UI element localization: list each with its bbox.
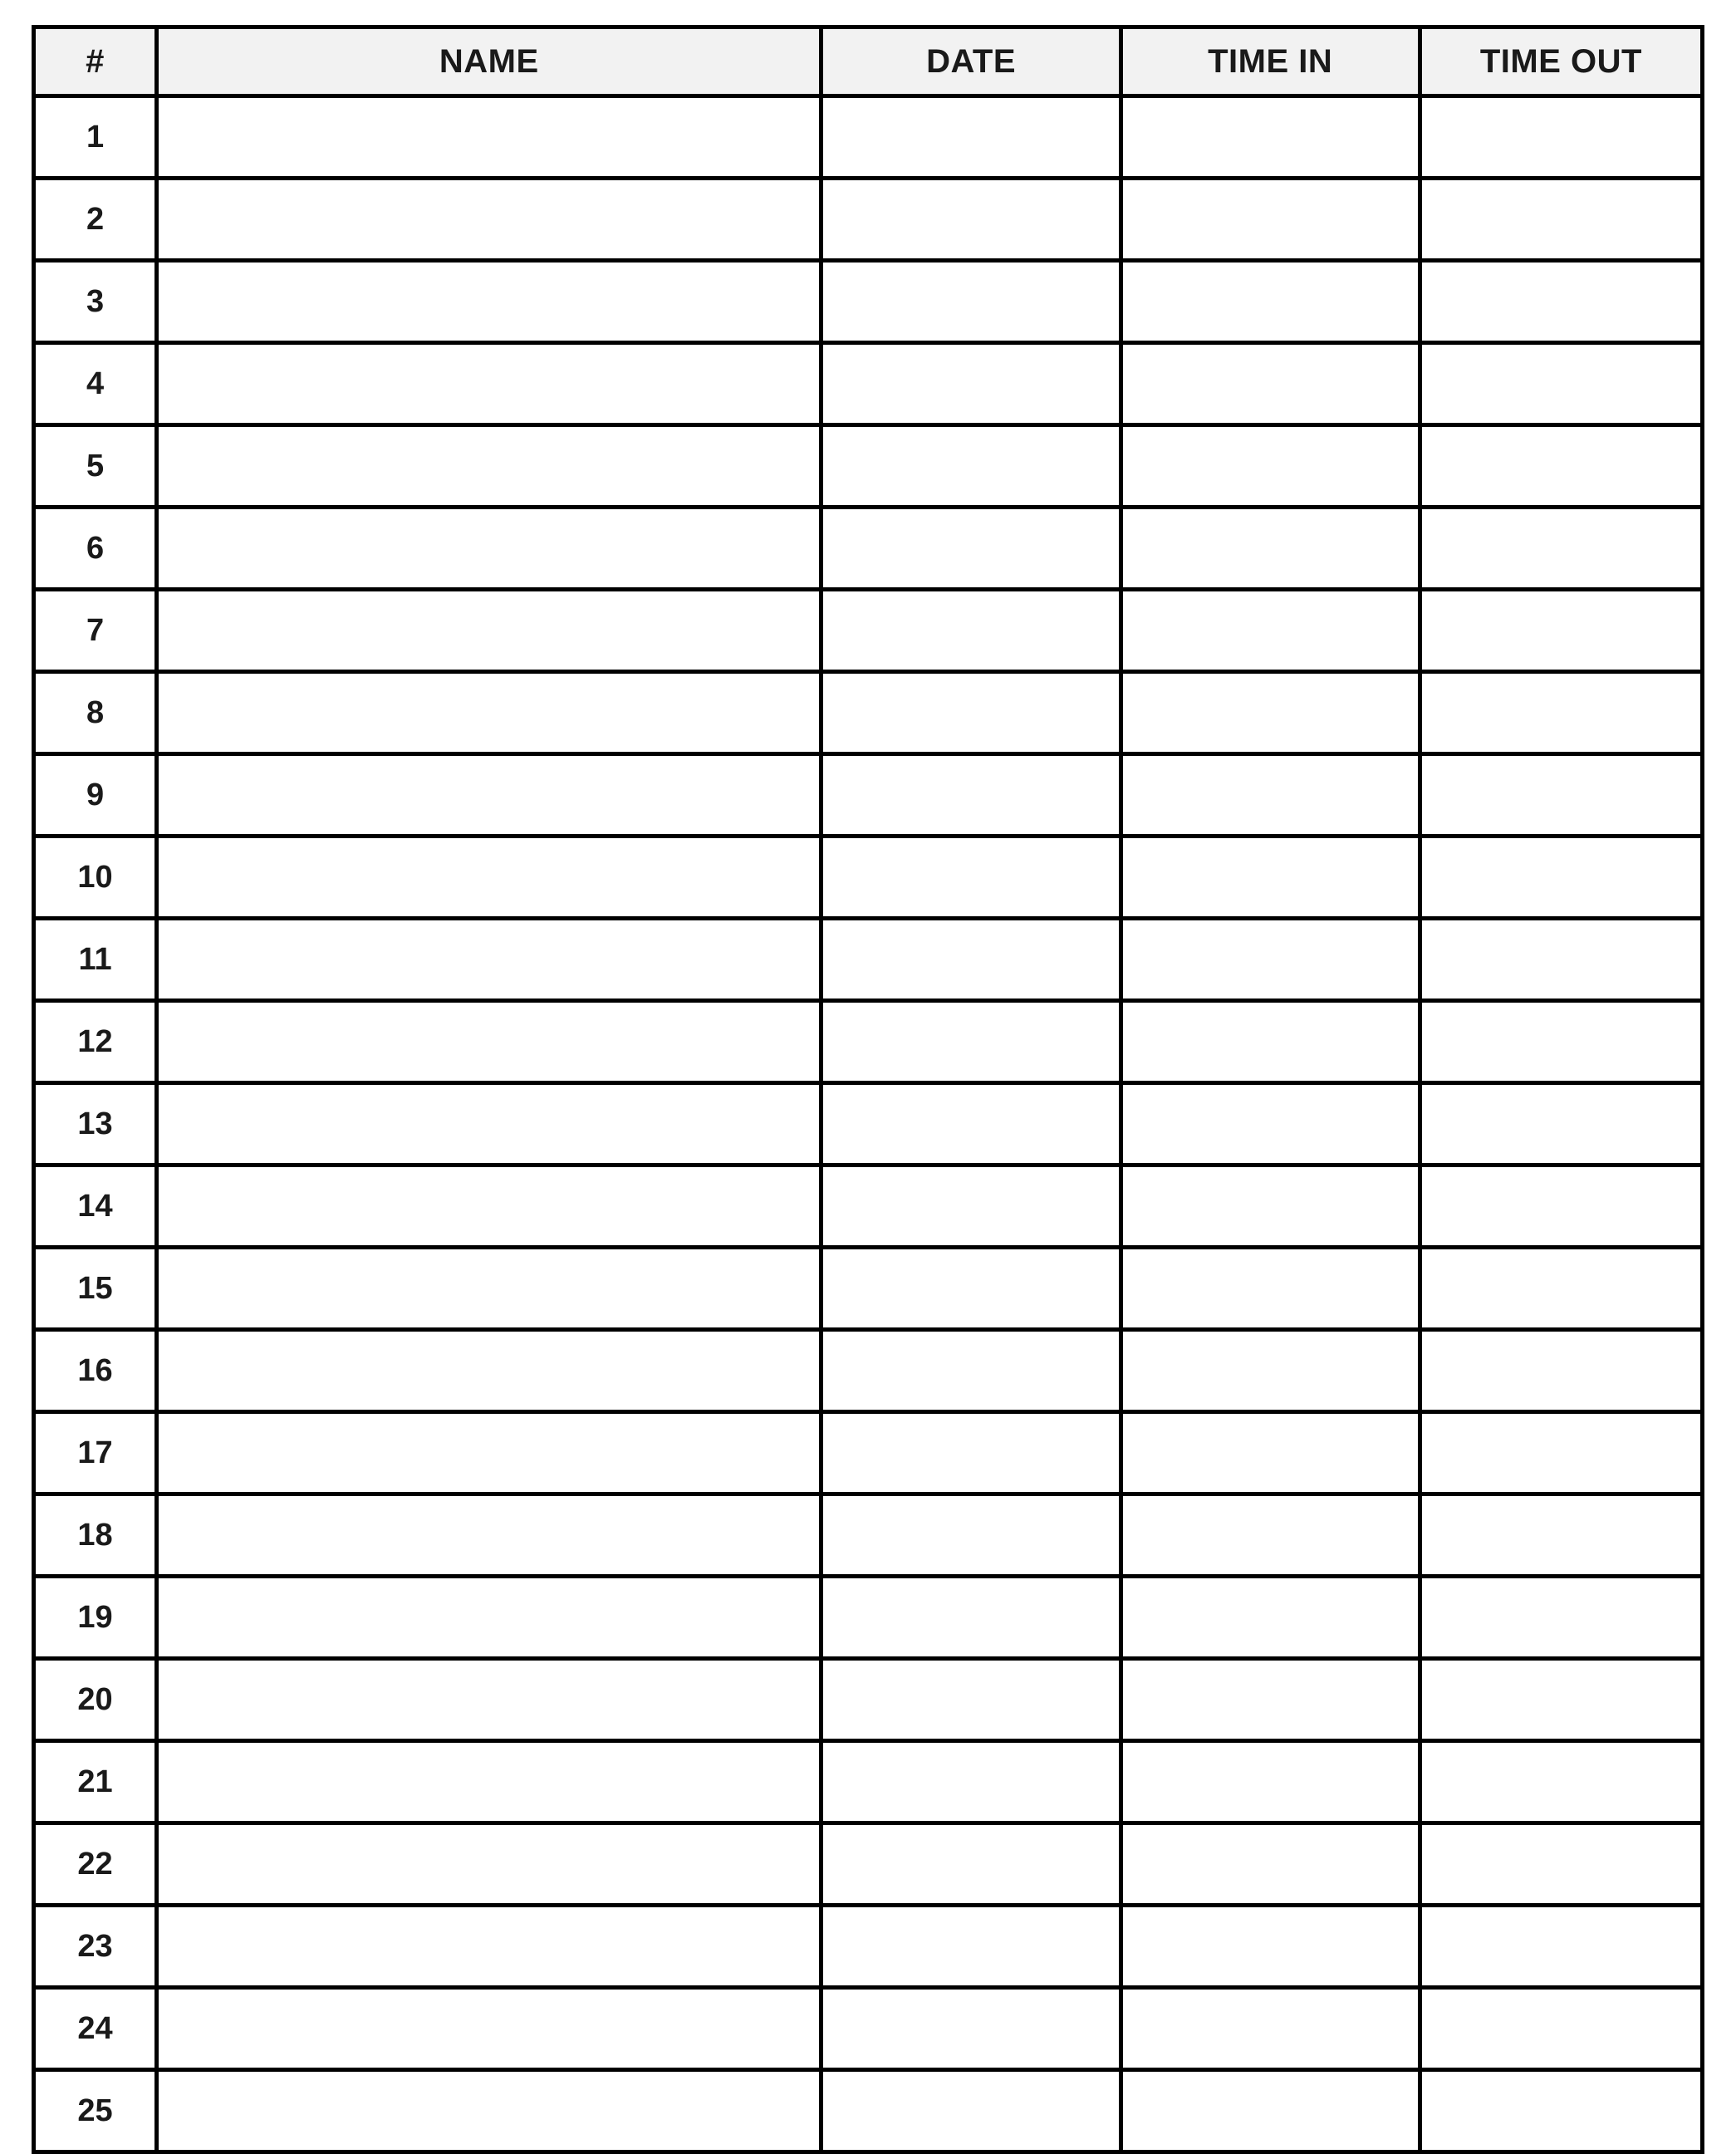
row-number: 7 [34, 590, 157, 672]
table-header-row [34, 27, 1703, 96]
time-in-cell[interactable] [1121, 1988, 1420, 2070]
time-out-cell[interactable] [1420, 590, 1702, 672]
date-cell[interactable] [821, 1248, 1121, 1330]
table-row [34, 1248, 1703, 1330]
name-cell[interactable] [157, 1741, 821, 1823]
row-number: 11 [34, 919, 157, 1001]
date-cell[interactable] [821, 590, 1121, 672]
name-cell[interactable] [157, 343, 821, 425]
table-row [34, 1577, 1703, 1659]
row-number: 13 [34, 1083, 157, 1165]
time-in-cell[interactable] [1121, 672, 1420, 754]
sign-in-table [32, 25, 1704, 2154]
time-in-cell[interactable] [1121, 837, 1420, 919]
date-cell[interactable] [821, 672, 1121, 754]
date-cell[interactable] [821, 179, 1121, 261]
time-out-cell[interactable] [1420, 754, 1702, 837]
row-number: 19 [34, 1577, 157, 1659]
time-in-cell[interactable] [1121, 919, 1420, 1001]
name-cell[interactable] [157, 1906, 821, 1988]
time-out-cell[interactable] [1420, 179, 1702, 261]
time-out-cell[interactable] [1420, 672, 1702, 754]
row-number: 2 [34, 179, 157, 261]
table-row [34, 1412, 1703, 1494]
name-cell[interactable] [157, 919, 821, 1001]
name-cell[interactable] [157, 96, 821, 179]
time-in-cell[interactable] [1121, 1248, 1420, 1330]
date-cell[interactable] [821, 1412, 1121, 1494]
date-cell[interactable] [821, 2070, 1121, 2152]
time-out-cell[interactable] [1420, 1412, 1702, 1494]
time-out-cell[interactable] [1420, 837, 1702, 919]
row-number: 14 [34, 1165, 157, 1248]
date-cell[interactable] [821, 1659, 1121, 1741]
time-in-cell[interactable] [1121, 1906, 1420, 1988]
name-cell[interactable] [157, 754, 821, 837]
time-out-cell[interactable] [1420, 1330, 1702, 1412]
name-cell[interactable] [157, 261, 821, 343]
time-out-cell[interactable] [1420, 1906, 1702, 1988]
time-in-cell[interactable] [1121, 96, 1420, 179]
time-out-cell[interactable] [1420, 1083, 1702, 1165]
date-cell[interactable] [821, 1165, 1121, 1248]
time-out-cell[interactable] [1420, 1659, 1702, 1741]
row-number: 4 [34, 343, 157, 425]
row-number: 16 [34, 1330, 157, 1412]
table-row [34, 590, 1703, 672]
date-cell[interactable] [821, 425, 1121, 508]
time-out-cell[interactable] [1420, 425, 1702, 508]
table-row [34, 1659, 1703, 1741]
row-number: 17 [34, 1412, 157, 1494]
table-row [34, 2070, 1703, 2152]
time-in-cell[interactable] [1121, 1083, 1420, 1165]
table-row [34, 1906, 1703, 1988]
table-row [34, 261, 1703, 343]
table-body [34, 96, 1703, 2152]
date-cell[interactable] [821, 1823, 1121, 1906]
date-cell[interactable] [821, 1988, 1121, 2070]
name-cell[interactable] [157, 1494, 821, 1577]
date-cell[interactable] [821, 1494, 1121, 1577]
name-cell[interactable] [157, 590, 821, 672]
table-header [34, 27, 1703, 96]
date-cell[interactable] [821, 1906, 1121, 1988]
name-cell[interactable] [157, 1248, 821, 1330]
column-header-number: # [34, 27, 157, 96]
date-cell[interactable] [821, 261, 1121, 343]
name-cell[interactable] [157, 2070, 821, 2152]
table-row [34, 179, 1703, 261]
row-number: 25 [34, 2070, 157, 2152]
time-in-cell[interactable] [1121, 1577, 1420, 1659]
name-cell[interactable] [157, 1165, 821, 1248]
date-cell[interactable] [821, 919, 1121, 1001]
time-out-cell[interactable] [1420, 1988, 1702, 2070]
row-number: 21 [34, 1741, 157, 1823]
time-in-cell[interactable] [1121, 590, 1420, 672]
table-row [34, 1083, 1703, 1165]
row-number: 18 [34, 1494, 157, 1577]
row-number: 10 [34, 837, 157, 919]
date-cell[interactable] [821, 1741, 1121, 1823]
table-row [34, 919, 1703, 1001]
table-row [34, 754, 1703, 837]
date-cell[interactable] [821, 1577, 1121, 1659]
date-cell[interactable] [821, 1330, 1121, 1412]
name-cell[interactable] [157, 425, 821, 508]
time-out-cell[interactable] [1420, 1577, 1702, 1659]
time-in-cell[interactable] [1121, 1823, 1420, 1906]
date-cell[interactable] [821, 754, 1121, 837]
time-in-cell[interactable] [1121, 2070, 1420, 2152]
time-out-cell[interactable] [1420, 1494, 1702, 1577]
time-in-cell[interactable] [1121, 1001, 1420, 1083]
row-number: 23 [34, 1906, 157, 1988]
table-row [34, 1741, 1703, 1823]
date-cell[interactable] [821, 1083, 1121, 1165]
row-number: 1 [34, 96, 157, 179]
time-in-cell[interactable] [1121, 1494, 1420, 1577]
time-in-cell[interactable] [1121, 1165, 1420, 1248]
time-in-cell[interactable] [1121, 343, 1420, 425]
column-header-name: NAME [157, 27, 821, 96]
table-row [34, 837, 1703, 919]
row-number: 3 [34, 261, 157, 343]
table-row [34, 672, 1703, 754]
table-row [34, 1988, 1703, 2070]
row-number: 20 [34, 1659, 157, 1741]
row-number: 8 [34, 672, 157, 754]
time-in-cell[interactable] [1121, 1412, 1420, 1494]
date-cell[interactable] [821, 508, 1121, 590]
time-out-cell[interactable] [1420, 343, 1702, 425]
name-cell[interactable] [157, 179, 821, 261]
time-out-cell[interactable] [1420, 508, 1702, 590]
table-row [34, 1330, 1703, 1412]
date-cell[interactable] [821, 837, 1121, 919]
name-cell[interactable] [157, 1001, 821, 1083]
row-number: 12 [34, 1001, 157, 1083]
row-number: 5 [34, 425, 157, 508]
name-cell[interactable] [157, 1577, 821, 1659]
date-cell[interactable] [821, 1001, 1121, 1083]
column-header-date: DATE [821, 27, 1121, 96]
time-in-cell[interactable] [1121, 1741, 1420, 1823]
time-out-cell[interactable] [1420, 96, 1702, 179]
time-in-cell[interactable] [1121, 508, 1420, 590]
table-row [34, 425, 1703, 508]
column-header-time-out: TIME OUT [1420, 27, 1702, 96]
name-cell[interactable] [157, 1659, 821, 1741]
table-row [34, 1494, 1703, 1577]
time-out-cell[interactable] [1420, 2070, 1702, 2152]
time-out-cell[interactable] [1420, 1741, 1702, 1823]
name-cell[interactable] [157, 1083, 821, 1165]
table-row [34, 96, 1703, 179]
time-in-cell[interactable] [1121, 1330, 1420, 1412]
name-cell[interactable] [157, 1988, 821, 2070]
date-cell[interactable] [821, 96, 1121, 179]
time-in-cell[interactable] [1121, 754, 1420, 837]
time-out-cell[interactable] [1420, 1001, 1702, 1083]
name-cell[interactable] [157, 1823, 821, 1906]
name-cell[interactable] [157, 837, 821, 919]
time-in-cell[interactable] [1121, 179, 1420, 261]
table-row [34, 343, 1703, 425]
time-in-cell[interactable] [1121, 425, 1420, 508]
time-in-cell[interactable] [1121, 1659, 1420, 1741]
name-cell[interactable] [157, 672, 821, 754]
date-cell[interactable] [821, 343, 1121, 425]
name-cell[interactable] [157, 508, 821, 590]
name-cell[interactable] [157, 1330, 821, 1412]
column-header-time-in: TIME IN [1121, 27, 1420, 96]
row-number: 24 [34, 1988, 157, 2070]
time-out-cell[interactable] [1420, 261, 1702, 343]
table-row [34, 508, 1703, 590]
time-out-cell[interactable] [1420, 1823, 1702, 1906]
time-out-cell[interactable] [1420, 1165, 1702, 1248]
row-number: 22 [34, 1823, 157, 1906]
time-in-cell[interactable] [1121, 261, 1420, 343]
row-number: 6 [34, 508, 157, 590]
table-row [34, 1823, 1703, 1906]
row-number: 9 [34, 754, 157, 837]
table-row [34, 1001, 1703, 1083]
time-out-cell[interactable] [1420, 1248, 1702, 1330]
table-row [34, 1165, 1703, 1248]
name-cell[interactable] [157, 1412, 821, 1494]
row-number: 15 [34, 1248, 157, 1330]
time-out-cell[interactable] [1420, 919, 1702, 1001]
